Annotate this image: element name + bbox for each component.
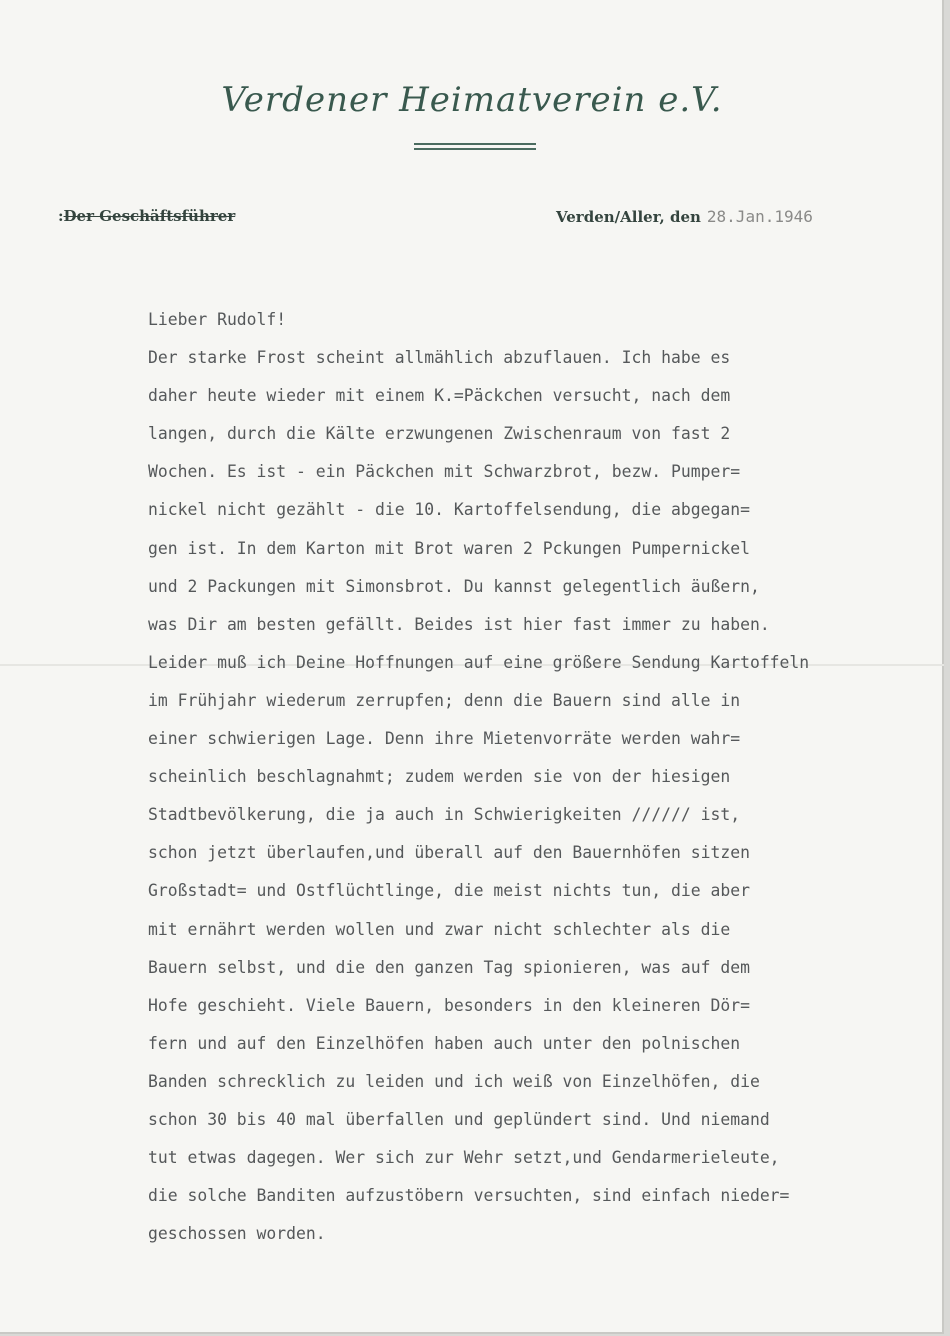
letterhead-rule-bottom [414,148,536,150]
letter-line: langen, durch die Kälte erzwungenen Zwischenraum von fast 2 [148,424,731,444]
letter-line: Banden schrecklich zu leiden und ich weiß von Einzelhöfen, die [148,1071,760,1091]
letter-line: Stadtbevölkerung, die ja auch in Schwierigkeiten ////// ist, [148,805,741,825]
letter-line: Wochen. Es ist - ein Päckchen mit Schwarzbrot, bezw. Pumper= [148,462,741,482]
letter-line: gen ist. In dem Karton mit Brot waren 2 Pckungen Pumpernickel [148,538,750,558]
sender-prefix: : [58,207,64,225]
letter-date: 28.Jan.1946 [706,207,813,226]
letter-line: und 2 Packungen mit Simonsbrot. Du kannst gelegentlich äußern, [148,576,760,596]
letter-line: die solche Banditen aufzustöbern versuchten, sind einfach nieder= [148,1186,790,1206]
sender-struck-label: Der Geschäftsführer [63,207,236,225]
letter-body [148,308,938,1260]
letter-line: mit ernährt werden wollen und zwar nicht schlechter als die [148,919,731,939]
letter-line: tut etwas dagegen. Wer sich zur Wehr setzt,und Gendarmerieleute, [148,1148,780,1168]
letter-line: geschossen worden. [148,1224,326,1244]
letter-line: einer schwierigen Lage. Denn ihre Mietenvorräte werden wahr= [148,729,741,749]
place-label: Verden/Aller, den [556,208,701,226]
letter-line: schon jetzt überlaufen,und überall auf den Bauernhöfen sitzen [148,843,750,863]
letter-line: daher heute wieder mit einem K.=Päckchen versucht, nach dem [148,386,731,406]
letter-line: Der starke Frost scheint allmählich abzuflauen. Ich habe es [148,348,731,368]
letter-line: Hofe geschieht. Viele Bauern, besonders in den kleineren Dör= [148,995,750,1015]
letter-line: nickel nicht gezählt - die 10. Kartoffelsendung, die abgegan= [148,500,750,520]
letter-line: Großstadt= und Ostflüchtlinge, die meist nichts tun, die aber [148,881,750,901]
letter-line: fern und auf den Einzelhöfen haben auch unter den polnischen [148,1033,741,1053]
sender-line [58,207,235,225]
letter-greeting: Lieber Rudolf! [148,310,287,329]
letter-line: scheinlich beschlagnahmt; zudem werden sie von der hiesigen [148,767,731,787]
letter-line: schon 30 bis 40 mal überfallen und geplündert sind. Und niemand [148,1109,770,1129]
letter-line: was Dir am besten gefällt. Beides ist hier fast immer zu haben. [148,614,770,634]
letter-line: im Frühjahr wiederum zerrupfen; denn die Bauern sind alle in [148,690,741,710]
letter-line: Leider muß ich Deine Hoffnungen auf eine größere Sendung Kartoffeln [148,652,810,672]
letter-line: Bauern selbst, und die den ganzen Tag spionieren, was auf dem [148,957,750,977]
letterhead-title: Verdener Heimatverein e.V. [221,80,723,120]
letterhead-rule-top [414,143,536,145]
place-date-line [556,207,813,226]
